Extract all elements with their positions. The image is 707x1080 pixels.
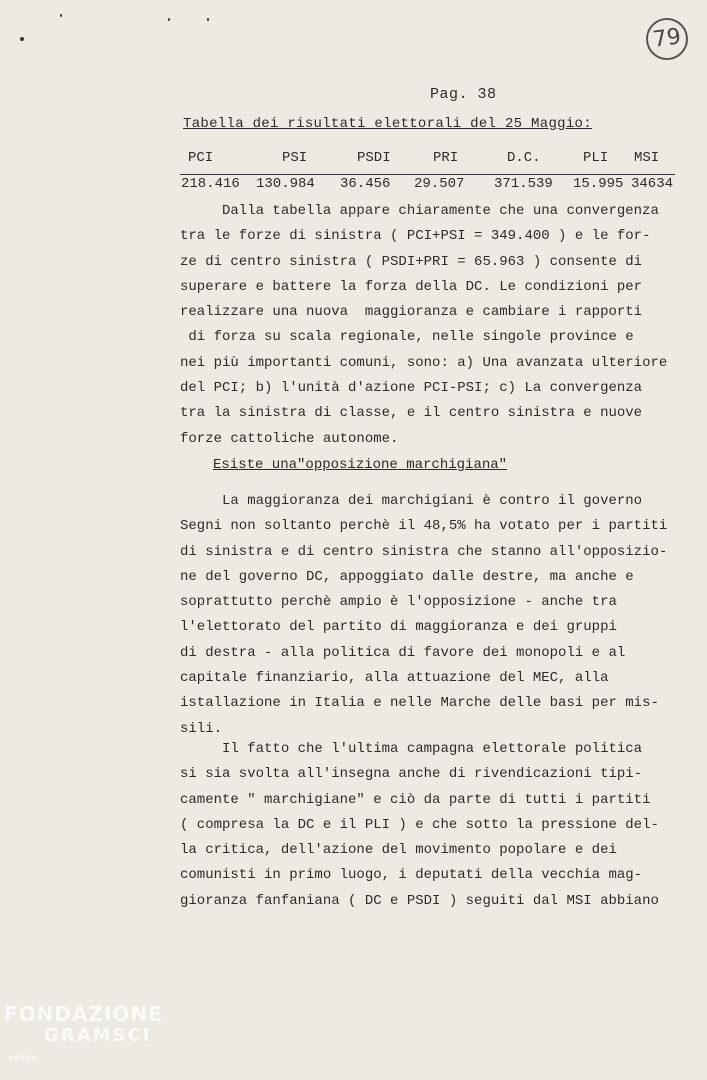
text-line: realizzare una nuova maggioranza e cambiare i rapporti <box>180 304 643 321</box>
header-cell: PRI <box>433 150 459 166</box>
text-line: tra la sinistra di classe, e il centro sinistra e nuove <box>180 405 643 422</box>
table-rule <box>180 174 675 175</box>
ink-dot <box>168 18 170 21</box>
header-cell: PLI <box>583 150 609 166</box>
text-line: l'elettorato del partito di maggioranza e dei gruppi <box>180 619 617 636</box>
table-title: Tabella dei risultati elettorali del 25 Maggio: <box>183 116 592 132</box>
text-line: ( compresa la DC e il PLI ) e che sotto la pressione del- <box>180 816 659 833</box>
text-line: La maggioranza dei marchigiani è contro il governo <box>180 493 643 509</box>
text-line: Il fatto che l'ultima campagna elettorale politica <box>180 741 643 757</box>
value-cell: 34634 <box>631 176 674 192</box>
text-line: di sinistra e di centro sinistra che stanno all'opposizio- <box>180 543 668 560</box>
header-cell: PSI <box>282 150 308 166</box>
value-cell: 130.984 <box>256 176 315 192</box>
archive-page-number-stamp: 79 <box>643 15 690 62</box>
text-line: di forza su scala regionale, nelle singole province e <box>180 329 634 346</box>
header-cell: MSI <box>634 150 660 166</box>
header-cell: D.C. <box>507 150 541 166</box>
results-table-values <box>180 176 675 196</box>
text-line: camente " marchigiane" e ciò da parte di tutti i partiti <box>180 791 651 808</box>
text-line: capitale finanziario, alla attuazione del MEC, alla <box>180 670 609 687</box>
section-heading: Esiste una"opposizione marchigiana" <box>213 457 508 473</box>
results-table-header <box>180 150 675 170</box>
ink-dot <box>20 37 24 41</box>
ink-dot <box>60 14 62 17</box>
ink-dot <box>207 18 209 21</box>
page-number: Pag. 38 <box>430 86 497 103</box>
text-line: Segni non soltanto perchè il 48,5% ha votato per i partiti <box>180 518 668 535</box>
watermark-line: GRAMSCI <box>44 1025 152 1046</box>
text-line: soprattutto perchè ampio è l'opposizione - anche tra <box>180 594 617 611</box>
value-cell: 36.456 <box>340 176 391 192</box>
text-line: ze di centro sinistra ( PSDI+PRI = 65.963 ) consente di <box>180 253 643 270</box>
text-line: gioranza fanfaniana ( DC e PSDI ) seguiti dal MSI abbiano <box>180 892 659 909</box>
text-line: istallazione in Italia e nelle Marche delle basi per mis- <box>180 695 659 712</box>
text-line: forze cattoliche autonome. <box>180 430 399 447</box>
text-line: comunisti in primo luogo, i deputati della vecchia mag- <box>180 867 643 884</box>
paragraph-convergenza <box>180 199 680 452</box>
text-line: ne del governo DC, appoggiato dalle destre, ma anche e <box>180 568 634 585</box>
value-cell: 371.539 <box>494 176 553 192</box>
text-line: tra le forze di sinistra ( PCI+PSI = 349.400 ) e le for- <box>180 228 651 245</box>
text-line: superare e battere la forza della DC. Le condizioni per <box>180 278 643 295</box>
fondazione-gramsci-watermark <box>4 1003 163 1069</box>
text-line: sili. <box>180 720 223 737</box>
text-line: nei più importanti comuni, sono: a) Una avanzata ulteriore <box>180 354 668 371</box>
value-cell: 218.416 <box>181 176 240 192</box>
paragraph-campagna <box>180 737 680 914</box>
text-line: Dalla tabella appare chiaramente che una convergenza <box>180 203 659 219</box>
text-line: la critica, dell'azione del movimento popolare e dei <box>180 842 617 859</box>
text-line: del PCI; b) l'unità d'azione PCI-PSI; c) La convergenza <box>180 380 643 397</box>
header-cell: PCI <box>188 150 214 166</box>
paragraph-maggioranza <box>180 489 680 742</box>
value-cell: 15.995 <box>573 176 624 192</box>
watermark-line: onlus <box>8 1053 38 1062</box>
watermark-line: FONDAZIONE <box>4 1002 163 1026</box>
text-line: si sia svolta all'insegna anche di rivendicazioni tipi- <box>180 766 643 783</box>
text-line: di destra - alla politica di favore dei monopoli e al <box>180 644 626 661</box>
header-cell: PSDI <box>357 150 391 166</box>
value-cell: 29.507 <box>414 176 465 192</box>
